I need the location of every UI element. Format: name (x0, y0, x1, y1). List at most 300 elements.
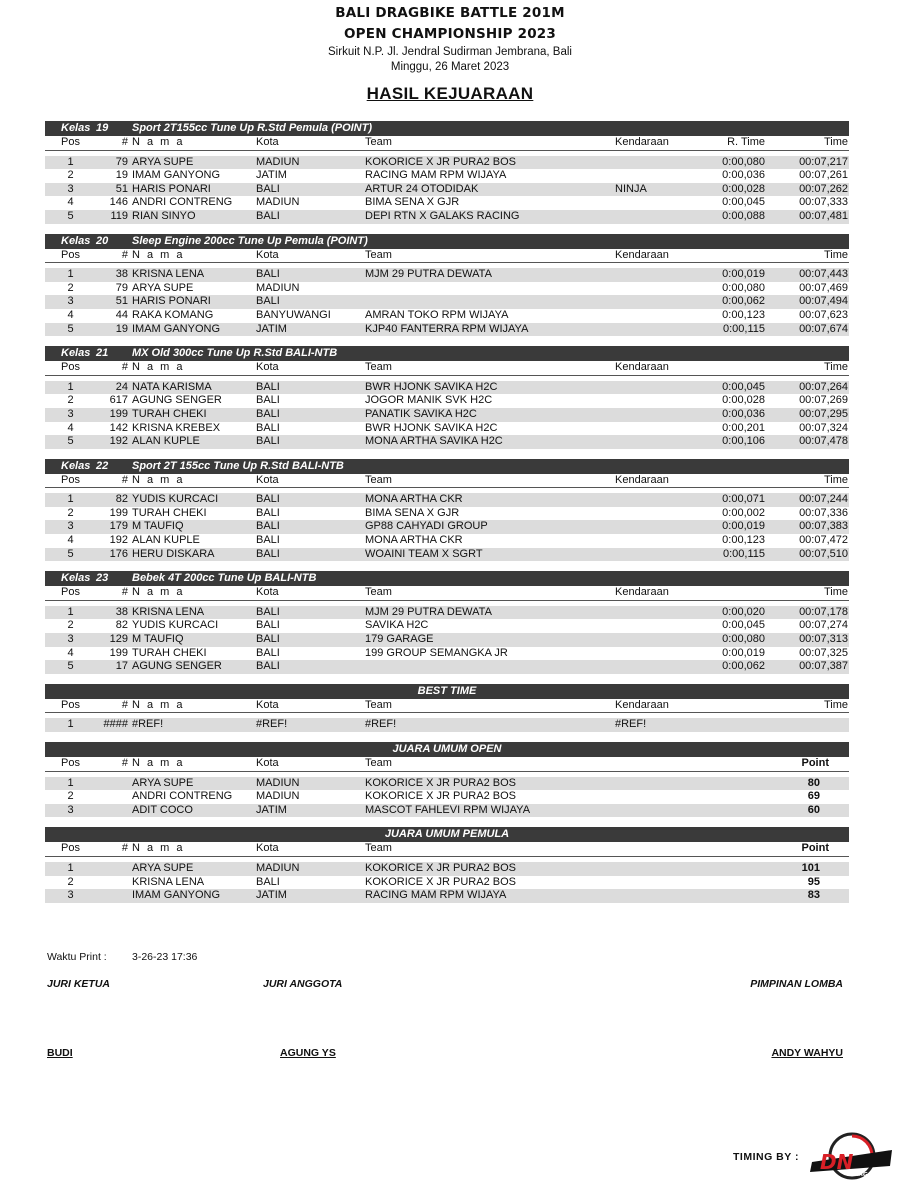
cell-num: 192 (109, 435, 128, 448)
cell-kota: MADIUN (256, 861, 300, 874)
cell-num: 79 (115, 155, 128, 168)
cell-rt: 0:00,106 (722, 435, 765, 448)
cell-pos: 3 (67, 889, 74, 902)
col-header-rt: R. Time (727, 136, 765, 148)
result-row (45, 548, 849, 562)
cell-name: KRISNA LENA (132, 268, 205, 281)
col-header-kota: Kota (256, 361, 279, 374)
cell-num: 199 (109, 407, 128, 420)
cell-pos: 2 (67, 790, 74, 803)
section-header (45, 121, 849, 136)
cell-kota: BALI (256, 295, 280, 308)
cell-time: 00:07,217 (799, 155, 848, 168)
col-header-time: Time (823, 473, 848, 486)
cell-pos: 3 (67, 633, 74, 646)
kelas-label: Kelas (61, 459, 91, 472)
cell-name: M TAUFIQ (132, 520, 184, 533)
cell-name: TURAH CHEKI (132, 506, 207, 519)
cell-num: 19 (115, 169, 128, 182)
cell-num: 24 (115, 380, 128, 393)
juri-anggota-label: JURI ANGGOTA (263, 978, 343, 990)
cell-name: ANDRI CONTRENG (132, 196, 233, 209)
cell-name: IMAM GANYONG (132, 169, 221, 182)
result-row (45, 606, 849, 620)
col-header-team: Team (365, 586, 392, 599)
cell-kota: JATIM (256, 322, 287, 335)
cell-time: 00:07,387 (799, 660, 848, 673)
cell-rt: 0:00,045 (722, 380, 765, 393)
cell-time: 00:07,295 (799, 407, 848, 420)
juri-ketua-name: BUDI (47, 1047, 73, 1059)
cell-num: 176 (109, 547, 128, 560)
col-header-pos: Pos (61, 757, 80, 769)
section-header (45, 684, 849, 699)
results-container (45, 121, 849, 913)
cell-num: #### (103, 718, 128, 731)
kelas-label: Kelas (61, 572, 91, 585)
col-header-kota: Kota (256, 473, 279, 486)
cell-kota: BALI (256, 660, 280, 673)
section-header (45, 346, 849, 361)
results-section (45, 742, 849, 817)
cell-num: 51 (115, 295, 128, 308)
section-header (45, 827, 849, 842)
cell-num: 51 (115, 182, 128, 195)
result-row (45, 804, 849, 818)
col-header-kend: Kendaraan (615, 586, 669, 599)
cell-kota: BALI (256, 380, 280, 393)
section-title: BEST TIME (417, 684, 477, 697)
cell-team: MONA ARTHA SAVIKA H2C (365, 435, 503, 448)
cell-team: 199 GROUP SEMANGKA JR (365, 646, 508, 659)
cell-pos: 1 (67, 776, 74, 789)
cell-pos: 1 (67, 268, 74, 281)
cell-point: 60 (807, 803, 820, 816)
cell-pos: 5 (67, 435, 74, 448)
col-header-name: N a m a (132, 698, 185, 711)
column-header-row (45, 249, 849, 264)
results-section (45, 827, 849, 902)
cell-pos: 2 (67, 281, 74, 294)
col-header-num: # (121, 361, 128, 374)
cell-team: KOKORICE X JR PURA2 BOS (365, 861, 516, 874)
kelas-label: Kelas (61, 122, 91, 134)
cell-team: 179 GARAGE (365, 633, 434, 646)
cell-pos: 3 (67, 520, 74, 533)
cell-point: 101 (801, 861, 820, 874)
document-title: HASIL KEJUARAAN (366, 84, 534, 103)
col-header-kend: Kendaraan (615, 361, 669, 374)
cell-point: 69 (807, 790, 820, 803)
cell-kota: BANYUWANGI (256, 308, 331, 321)
cell-name: AGUNG SENGER (132, 660, 222, 673)
cell-team: AMRAN TOKO RPM WIJAYA (365, 308, 509, 321)
cell-name: RAKA KOMANG (132, 308, 214, 321)
cell-name: #REF! (132, 718, 164, 731)
cell-team: RACING MAM RPM WIJAYA (365, 169, 507, 182)
result-row (45, 408, 849, 422)
col-header-time: Time (823, 361, 848, 374)
cell-num: 82 (115, 619, 128, 632)
cell-rt: 0:00,080 (722, 633, 765, 646)
cell-pos: 2 (67, 394, 74, 407)
col-header-num: # (121, 757, 128, 769)
dn-timing-logo (806, 1132, 896, 1185)
class-title: Bebek 4T 200cc Tune Up BALI-NTB (132, 572, 317, 585)
col-header-team: Team (365, 757, 392, 769)
pimpinan-lomba-label: PIMPINAN LOMBA (750, 978, 843, 990)
col-header-team: Team (365, 136, 392, 148)
pimpinan-lomba-name: ANDY WAHYU (771, 1047, 843, 1059)
cell-rt: 0:00,115 (722, 547, 765, 560)
cell-team: KOKORICE X JR PURA2 BOS (365, 776, 516, 789)
section-title: JUARA UMUM PEMULA (384, 828, 510, 841)
cell-num: 192 (109, 534, 128, 547)
col-header-point: Point (801, 757, 829, 769)
section-header (45, 234, 849, 249)
print-time-label: Waktu Print : (47, 951, 107, 963)
result-row (45, 876, 849, 890)
cell-kota: BALI (256, 646, 280, 659)
results-section (45, 121, 849, 224)
col-header-name: N a m a (132, 248, 185, 261)
col-header-name: N a m a (132, 361, 185, 374)
result-row (45, 323, 849, 337)
cell-pos: 3 (67, 803, 74, 816)
cell-rt: 0:00,115 (722, 322, 765, 335)
cell-name: ARYA SUPE (132, 776, 194, 789)
result-row (45, 862, 849, 876)
cell-num: 38 (115, 605, 128, 618)
result-row (45, 282, 849, 296)
section-header (45, 742, 849, 757)
cell-kota: BALI (256, 407, 280, 420)
cell-time: 00:07,269 (799, 394, 848, 407)
col-header-pos: Pos (61, 136, 80, 148)
cell-num: 199 (109, 646, 128, 659)
event-title: BALI DRAGBIKE BATTLE 201M (335, 5, 565, 21)
cell-team: GP88 CAHYADI GROUP (365, 520, 488, 533)
juri-anggota-name: AGUNG YS (280, 1047, 336, 1059)
cell-num: 38 (115, 268, 128, 281)
cell-time: 00:07,261 (799, 169, 848, 182)
cell-kend: NINJA (615, 182, 647, 195)
cell-time: 00:07,336 (799, 506, 848, 519)
cell-time: 00:07,264 (799, 380, 848, 393)
cell-rt: 0:00,036 (722, 407, 765, 420)
col-header-num: # (121, 586, 128, 599)
col-header-name: N a m a (132, 586, 185, 599)
cell-pos: 4 (67, 534, 74, 547)
cell-kota: BALI (256, 875, 280, 888)
kelas-label: Kelas (61, 234, 91, 247)
result-row (45, 507, 849, 521)
cell-kota: BALI (256, 182, 280, 195)
cell-num: 146 (109, 196, 128, 209)
cell-kota: BALI (256, 209, 280, 222)
kelas-number: 22 (96, 459, 109, 472)
cell-kota: BALI (256, 605, 280, 618)
result-row (45, 422, 849, 436)
cell-kota: BALI (256, 435, 280, 448)
cell-name: TURAH CHEKI (132, 646, 207, 659)
result-row (45, 435, 849, 449)
results-section (45, 346, 849, 449)
col-header-point: Point (801, 842, 829, 855)
col-header-kend: Kendaraan (615, 698, 669, 711)
cell-rt: 0:00,201 (722, 421, 765, 434)
cell-pos: 1 (67, 493, 74, 506)
class-title: Sport 2T 155cc Tune Up R.Std BALI-NTB (132, 459, 344, 472)
cell-time: 00:07,333 (799, 196, 848, 209)
col-header-num: # (121, 248, 128, 261)
column-header-row (45, 586, 849, 601)
column-header-row (45, 361, 849, 376)
cell-name: KRISNA LENA (132, 875, 205, 888)
cell-pos: 2 (67, 169, 74, 182)
cell-pos: 2 (67, 506, 74, 519)
col-header-name: N a m a (132, 757, 185, 769)
results-section (45, 459, 849, 562)
print-time (47, 951, 198, 963)
cell-rt: 0:00,080 (722, 155, 765, 168)
col-header-kota: Kota (256, 842, 279, 855)
col-header-num: # (121, 842, 128, 855)
col-header-time: Time (823, 248, 848, 261)
cell-name: RIAN SINYO (132, 209, 196, 222)
cell-name: ARYA SUPE (132, 281, 194, 294)
cell-team: BIMA SENA X GJR (365, 196, 460, 209)
col-header-kend: Kendaraan (615, 473, 669, 486)
cell-kota: BALI (256, 268, 280, 281)
col-header-kota: Kota (256, 136, 279, 148)
cell-time: 00:07,324 (799, 421, 848, 434)
cell-name: AGUNG SENGER (132, 394, 222, 407)
cell-rt: 0:00,028 (722, 182, 765, 195)
class-title: Sport 2T155cc Tune Up R.Std Pemula (POINT) (132, 122, 373, 134)
cell-time: 00:07,481 (799, 209, 848, 222)
result-row (45, 295, 849, 309)
cell-rt: 0:00,062 (722, 660, 765, 673)
result-row (45, 647, 849, 661)
cell-pos: 4 (67, 421, 74, 434)
cell-pos: 1 (67, 718, 74, 731)
result-row (45, 493, 849, 507)
col-header-pos: Pos (61, 698, 80, 711)
cell-name: ADIT COCO (132, 803, 193, 816)
col-header-name: N a m a (132, 473, 185, 486)
cell-team: ARTUR 24 OTODIDAK (365, 182, 479, 195)
cell-rt: 0:00,045 (722, 619, 765, 632)
cell-pos: 1 (67, 380, 74, 393)
cell-rt: 0:00,062 (722, 295, 765, 308)
result-row (45, 660, 849, 674)
cell-pos: 4 (67, 646, 74, 659)
cell-name: M TAUFIQ (132, 633, 184, 646)
col-header-pos: Pos (61, 248, 80, 261)
kelas-number: 21 (96, 347, 109, 360)
col-header-time: Time (823, 698, 848, 711)
cell-rt: 0:00,019 (722, 520, 765, 533)
results-section (45, 571, 849, 674)
col-header-pos: Pos (61, 361, 80, 374)
col-header-name: N a m a (132, 136, 185, 148)
cell-time: 00:07,274 (799, 619, 848, 632)
venue-text: Sirkuit N.P. Jl. Jendral Sudirman Jembrana, Bali (328, 46, 572, 58)
cell-kota: #REF! (256, 718, 288, 731)
result-row (45, 309, 849, 323)
cell-kota: BALI (256, 506, 280, 519)
result-row (45, 619, 849, 633)
cell-num: 44 (115, 308, 128, 321)
class-title: MX Old 300cc Tune Up R.Std BALI-NTB (132, 347, 338, 360)
cell-pos: 5 (67, 209, 74, 222)
cell-pos: 2 (67, 619, 74, 632)
cell-name: YUDIS KURCACI (132, 493, 219, 506)
cell-num: 199 (109, 506, 128, 519)
cell-kota: BALI (256, 394, 280, 407)
cell-time: 00:07,478 (799, 435, 848, 448)
event-date: Minggu, 26 Maret 2023 (390, 61, 510, 73)
cell-pos: 4 (67, 196, 74, 209)
result-row (45, 633, 849, 647)
cell-num: 129 (109, 633, 128, 646)
cell-rt: 0:00,002 (722, 506, 765, 519)
cell-pos: 5 (67, 322, 74, 335)
col-header-pos: Pos (61, 586, 80, 599)
cell-time: 00:07,623 (799, 308, 848, 321)
cell-rt: 0:00,123 (722, 534, 765, 547)
cell-name: IMAM GANYONG (132, 322, 221, 335)
cell-kota: MADIUN (256, 776, 300, 789)
cell-pos: 1 (67, 605, 74, 618)
cell-kota: BALI (256, 421, 280, 434)
dn-logo-icon (806, 1132, 896, 1180)
cell-name: KRISNA LENA (132, 605, 205, 618)
results-section (45, 234, 849, 337)
result-row (45, 381, 849, 395)
cell-num: 19 (115, 322, 128, 335)
col-header-num: # (121, 136, 128, 148)
cell-kota: BALI (256, 619, 280, 632)
cell-time: 00:07,469 (799, 281, 848, 294)
cell-name: ARYA SUPE (132, 155, 194, 168)
col-header-team: Team (365, 361, 392, 374)
section-header (45, 459, 849, 474)
cell-kota: JATIM (256, 889, 287, 902)
cell-team: KOKORICE X JR PURA2 BOS (365, 790, 516, 803)
cell-time: 00:07,313 (799, 633, 848, 646)
col-header-kend: Kendaraan (615, 248, 669, 261)
col-header-pos: Pos (61, 473, 80, 486)
cell-time: 00:07,494 (799, 295, 848, 308)
result-row (45, 777, 849, 791)
result-row (45, 183, 849, 197)
cell-num: 179 (109, 520, 128, 533)
cell-name: ALAN KUPLE (132, 435, 200, 448)
cell-time: 00:07,262 (799, 182, 848, 195)
cell-num: 82 (115, 493, 128, 506)
logo-subtext: DRAG RACING (850, 1172, 894, 1178)
result-row (45, 394, 849, 408)
cell-team: KOKORICE X JR PURA2 BOS (365, 875, 516, 888)
cell-kota: JATIM (256, 169, 287, 182)
cell-time: 00:07,472 (799, 534, 848, 547)
col-header-time: Time (823, 136, 848, 148)
cell-pos: 3 (67, 407, 74, 420)
cell-pos: 5 (67, 660, 74, 673)
cell-name: HARIS PONARI (132, 295, 211, 308)
result-row (45, 196, 849, 210)
cell-pos: 5 (67, 547, 74, 560)
cell-kota: BALI (256, 547, 280, 560)
kelas-number: 23 (96, 572, 109, 585)
column-header-row (45, 699, 849, 714)
column-header-row (45, 757, 849, 772)
column-header-row (45, 842, 849, 857)
cell-team: WOAINI TEAM X SGRT (365, 547, 483, 560)
cell-name: HARIS PONARI (132, 182, 211, 195)
document-header (0, 0, 900, 104)
result-row (45, 889, 849, 903)
col-header-kota: Kota (256, 248, 279, 261)
cell-name: YUDIS KURCACI (132, 619, 219, 632)
col-header-num: # (121, 698, 128, 711)
col-header-team: Team (365, 842, 392, 855)
cell-team: KJP40 FANTERRA RPM WIJAYA (365, 322, 529, 335)
cell-num: 617 (109, 394, 128, 407)
col-header-kend: Kendaraan (615, 136, 669, 148)
cell-name: ARYA SUPE (132, 861, 194, 874)
col-header-team: Team (365, 248, 392, 261)
cell-num: 79 (115, 281, 128, 294)
result-row (45, 718, 849, 732)
col-header-kota: Kota (256, 757, 279, 769)
cell-pos: 1 (67, 861, 74, 874)
result-row (45, 268, 849, 282)
cell-num: 142 (109, 421, 128, 434)
cell-point: 95 (807, 875, 820, 888)
cell-team: BIMA SENA X GJR (365, 506, 460, 519)
cell-team: SAVIKA H2C (365, 619, 429, 632)
col-header-team: Team (365, 473, 392, 486)
cell-kend: #REF! (615, 718, 647, 731)
cell-team: DEPI RTN X GALAKS RACING (365, 209, 520, 222)
column-header-row (45, 136, 849, 151)
cell-team: MONA ARTHA CKR (365, 534, 463, 547)
cell-kota: BALI (256, 520, 280, 533)
cell-kota: BALI (256, 633, 280, 646)
cell-team: BWR HJONK SAVIKA H2C (365, 380, 498, 393)
cell-team: BWR HJONK SAVIKA H2C (365, 421, 498, 434)
class-title: Sleep Engine 200cc Tune Up Pemula (POINT) (132, 234, 368, 247)
cell-kota: MADIUN (256, 196, 300, 209)
cell-rt: 0:00,045 (722, 196, 765, 209)
cell-team: RACING MAM RPM WIJAYA (365, 889, 507, 902)
cell-time: 00:07,383 (799, 520, 848, 533)
cell-time: 00:07,510 (799, 547, 848, 560)
cell-time: 00:07,325 (799, 646, 848, 659)
kelas-number: 19 (96, 122, 109, 134)
cell-pos: 4 (67, 308, 74, 321)
cell-pos: 3 (67, 182, 74, 195)
cell-pos: 2 (67, 875, 74, 888)
section-title: JUARA UMUM OPEN (392, 743, 502, 755)
cell-team: PANATIK SAVIKA H2C (365, 407, 477, 420)
results-section (45, 684, 849, 732)
cell-rt: 0:00,020 (722, 605, 765, 618)
section-header (45, 571, 849, 586)
